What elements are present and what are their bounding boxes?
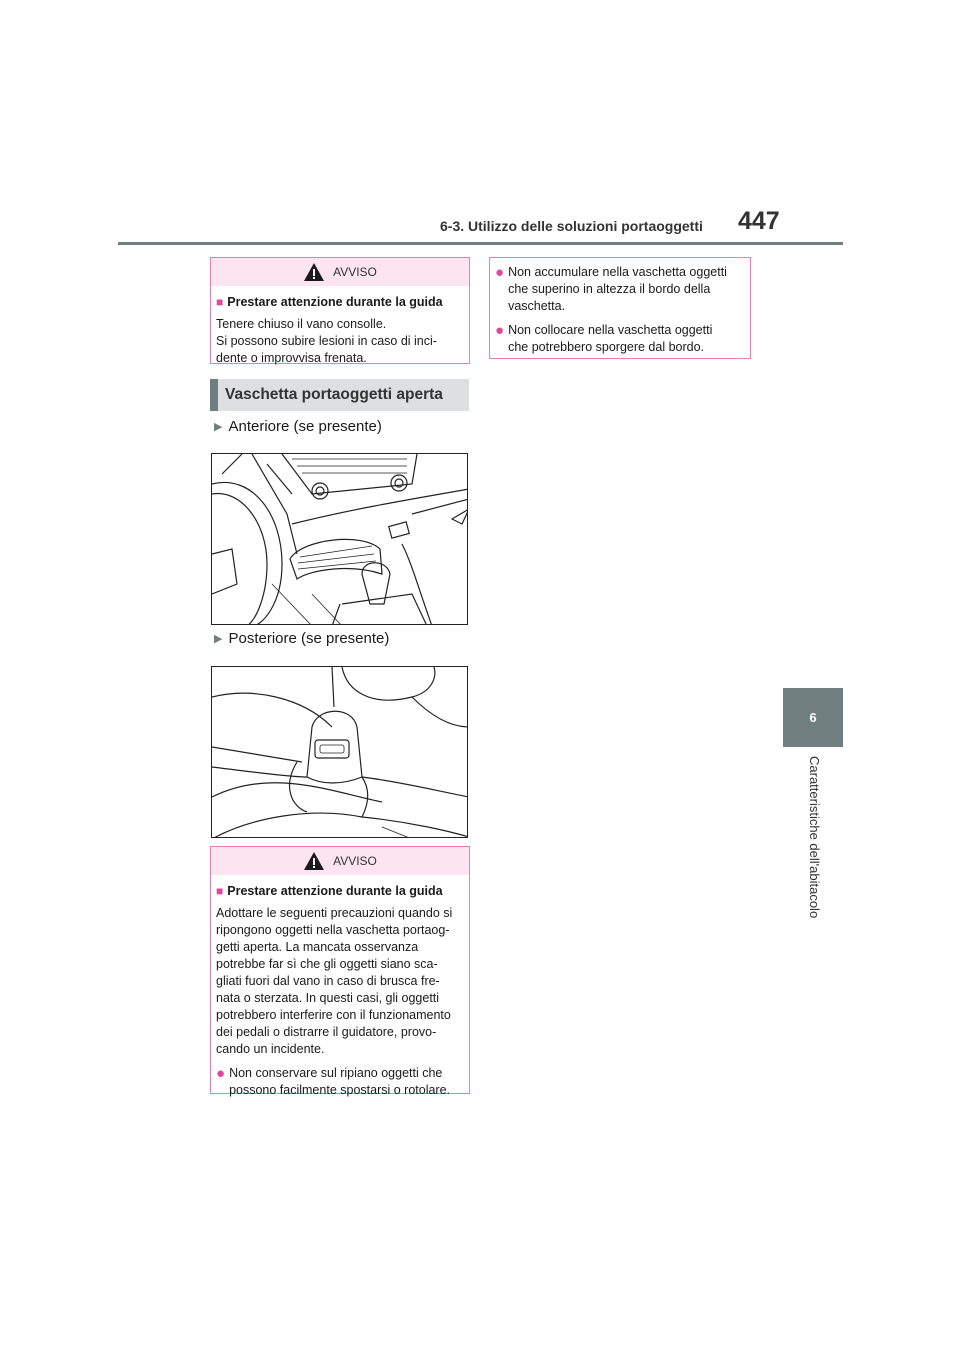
chapter-tab	[783, 688, 843, 747]
warning-triangle-icon	[303, 851, 325, 871]
circle-bullet-icon: ●	[216, 1065, 226, 1082]
warning-text: Tenere chiuso il vano consolle. Si possono subire lesioni in caso di inci- dente o improvvisa frenata.	[216, 317, 437, 365]
warning-label: AVVISO	[333, 854, 377, 868]
square-bullet-icon: ■	[216, 295, 224, 309]
warning-bullet: ● Non accumulare nella vaschetta oggetti che superino in altezza il bordo della vaschetta.	[495, 264, 727, 313]
chapter-number: 6	[809, 710, 817, 725]
warning-triangle-icon	[303, 262, 325, 282]
warning-subheading: ■ Prestare attenzione durante la guida	[216, 884, 443, 898]
warning-box-open-tray	[210, 846, 470, 1097]
arrow-right-icon: ▶	[214, 633, 223, 645]
square-bullet-icon: ■	[216, 884, 224, 898]
warning-label: AVVISO	[333, 265, 377, 279]
section-title: 6-3. Utilizzo delle soluzioni portaoggetti	[440, 218, 703, 234]
warning-box-console	[210, 257, 470, 364]
front-tray-illustration	[211, 453, 468, 625]
arrow-right-icon: ▶	[214, 421, 223, 433]
section-heading: Vaschetta portaoggetti aperta	[210, 379, 469, 411]
circle-bullet-icon: ●	[495, 322, 505, 339]
warning-box-continued	[489, 257, 751, 359]
warning-text: Adottare le seguenti precauzioni quando si ripongono oggetti nella vaschetta portaog- getti aperta. La mancata osservanza potrebbe far sì che gli oggetti siano sca- gliati fuori dal vano in caso di brusca fre- nata o sterzata. In questi casi, gli oggetti potrebbero interferire con il funzionamento dei pedali o distrarre il guidatore, provo- cando un incidente.	[216, 906, 453, 1056]
warning-subheading: ■ Prestare attenzione durante la guida	[216, 295, 443, 309]
warning-bullet: ● Non conservare sul ripiano oggetti che possono facilmente spostarsi o rotolare.	[216, 1065, 451, 1097]
warning-header	[211, 258, 469, 286]
rear-tray-illustration	[211, 666, 468, 838]
item-label-front: ▶ Anteriore (se presente)	[214, 418, 382, 435]
item-label-rear: ▶ Posteriore (se presente)	[214, 630, 390, 647]
warning-bullet: ● Non collocare nella vaschetta oggetti che potrebbero sporgere dal bordo.	[495, 322, 713, 354]
warning-header	[211, 847, 469, 875]
page-number: 447	[738, 207, 780, 235]
header-divider	[118, 242, 843, 245]
chapter-title: Caratteristiche dell'abitacolo	[807, 756, 822, 919]
circle-bullet-icon: ●	[495, 264, 505, 281]
